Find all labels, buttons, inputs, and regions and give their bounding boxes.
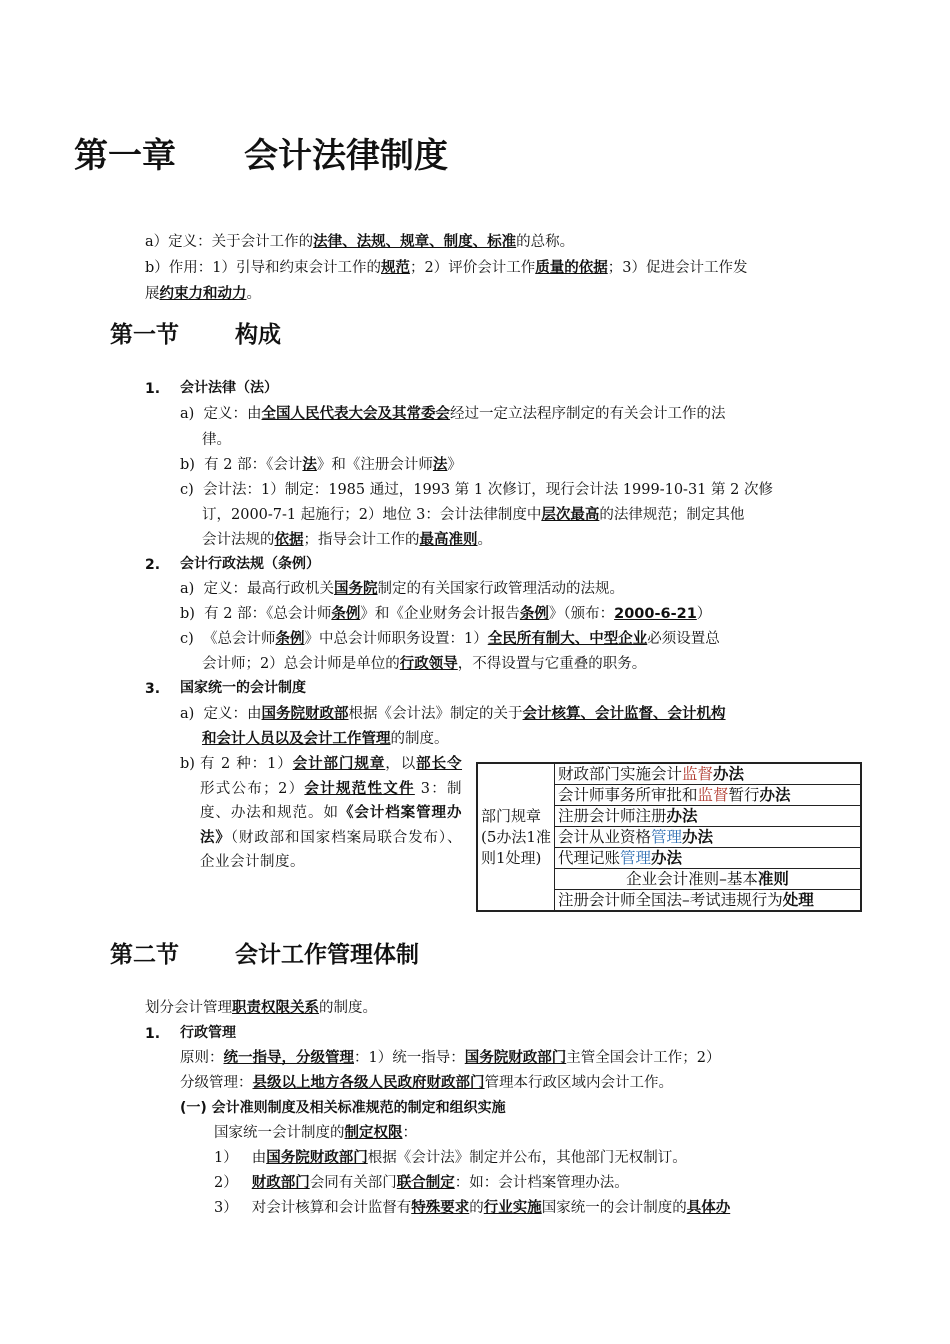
chapter-number: 第一章	[74, 136, 176, 176]
item3-title: 国家统一的会计制度	[180, 680, 306, 696]
item1-a-line1: a) 定义：由全国人民代表大会及其常委会经过一定立法程序制定的有关会计工作的法	[180, 405, 726, 422]
s2-principle-line2: 分级管理：县级以上地方各级人民政府财政部门管理本行政区域内会计工作。	[180, 1074, 673, 1091]
s2-authority-2: 2） 财政部门会同有关部门联合制定：如：会计档案管理办法。	[214, 1174, 629, 1191]
section1-heading: 第一节 构成	[110, 322, 281, 348]
table-cell: 注册会计师全国法–考试违规行为处理	[555, 890, 862, 912]
item1-a-line2: 律。	[202, 432, 231, 448]
table-row	[477, 763, 861, 785]
item2-c-line1: c) 《总会计师条例》中总会计师职务设置：1）全民所有制大、中型企业必须设置总	[180, 630, 720, 647]
chapter-title	[74, 128, 448, 177]
s2-item1-title: 行政管理	[180, 1025, 236, 1041]
table-cell: 代理记账管理办法	[555, 848, 862, 869]
chapter-name: 会计法律制度	[244, 136, 448, 176]
table-cell: 财政部门实施会计监督办法	[555, 763, 862, 785]
item3-a-line2: 和会计人员以及会计工作管理的制度。	[202, 730, 449, 747]
table-cell: 会计师事务所审批和监督暂行办法	[555, 785, 862, 806]
item3-a-line1: a) 定义：由国务院财政部根据《会计法》制定的关于会计核算、会计监督、会计机构	[180, 705, 726, 722]
intro-definition: a）定义：关于会计工作的法律、法规、规章、制度、标准的总称。	[145, 233, 575, 250]
item3-number: 3.	[145, 681, 161, 697]
s2-authority-3: 3） 对会计核算和会计监督有特殊要求的行业实施国家统一的会计制度的具体办	[214, 1199, 731, 1216]
item2-b: b) 有 2 部：《总会计师条例》和《企业财务会计报告条例》（颁布：2000-6-21）	[180, 605, 712, 622]
item1-title: 会计法律（法）	[180, 380, 278, 396]
table-row-header: 部门规章(5办法1准则1处理)	[477, 763, 555, 911]
intro-function-line1: b）作用：1）引导和约束会计工作的规范；2）评价会计工作质量的依据；3）促进会计工作发	[145, 259, 748, 276]
department-regulations-table	[476, 762, 862, 912]
s2-item1-number: 1.	[145, 1026, 161, 1042]
section2-intro: 划分会计管理职责权限关系的制度。	[145, 999, 377, 1016]
item3-b-text: 有 2 种：1）会计部门规章，以部长令形式公布；2）会计规范性文件 3：制度、办法和规范。如《会计档案管理办法》（财政部和国家档案局联合发布）、企业会计制度。	[200, 755, 463, 870]
item1-c-line1: c) 会计法：1）制定：1985 通过，1993 第 1 次修订，现行会计法 1999-10-31 第 2 次修	[180, 482, 773, 498]
item1-c-line3: 会计法规的依据；指导会计工作的最高准则。	[202, 531, 492, 548]
item2-c-line2: 会计师；2）总会计师是单位的行政领导，不得设置与它重叠的职务。	[202, 655, 647, 672]
item1-c-line2: 订，2000-7-1 起施行；2）地位 3：会计法律制度中层次最高的法律规范；制定其他	[202, 506, 745, 523]
item2-number: 2.	[145, 557, 161, 573]
item2-a: a) 定义：最高行政机关国务院制定的有关国家行政管理活动的法规。	[180, 580, 625, 597]
intro-function-line2: 展约束力和动力。	[145, 285, 261, 302]
s2-subheading: (一) 会计准则制度及相关标准规范的制定和组织实施	[180, 1100, 506, 1116]
section2-heading: 第二节 会计工作管理体制	[110, 942, 419, 968]
s2-authority: 国家统一会计制度的制定权限：	[214, 1124, 417, 1141]
item3-b-label: b)	[180, 756, 195, 772]
item1-b: b) 有 2 部：《会计法》和《注册会计师法》	[180, 456, 462, 473]
table-cell: 企业会计准则–基本准则	[555, 869, 862, 890]
table-cell: 会计从业资格管理办法	[555, 827, 862, 848]
s2-authority-1: 1） 由国务院财政部门根据《会计法》制定并公布，其他部门无权制订。	[214, 1149, 687, 1166]
item1-number: 1.	[145, 381, 161, 397]
item2-title: 会计行政法规（条例）	[180, 556, 320, 572]
table-cell: 注册会计师注册办法	[555, 806, 862, 827]
s2-principle-line1: 原则：统一指导，分级管理：1）统一指导：国务院财政部门主管全国会计工作；2）	[180, 1049, 721, 1066]
